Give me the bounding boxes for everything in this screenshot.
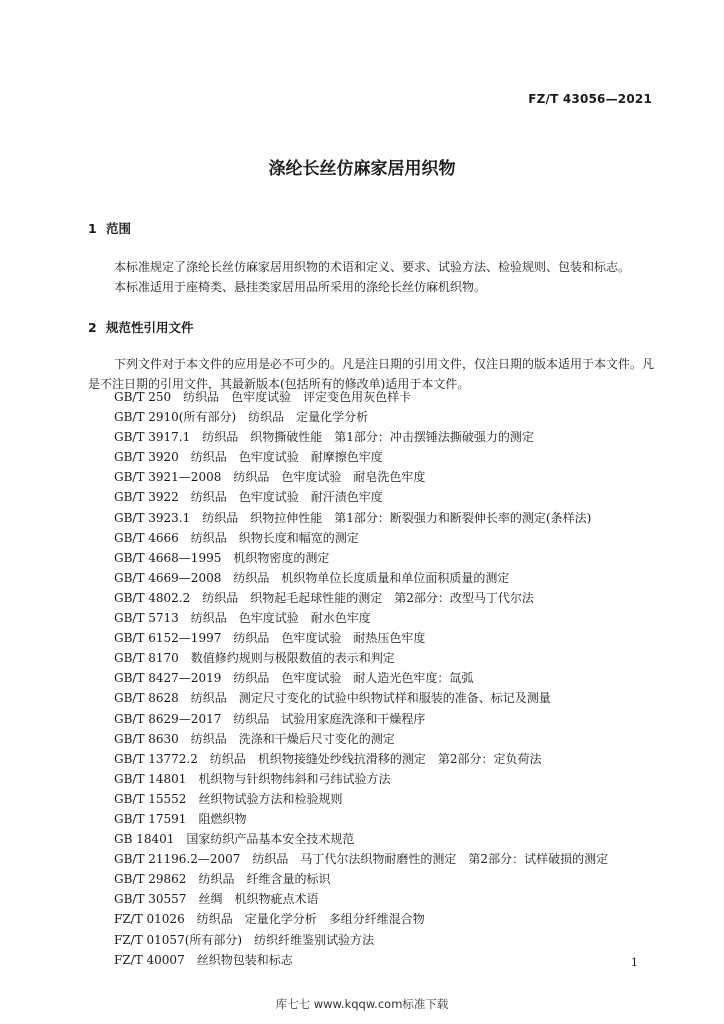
reference-item: GB/T 4666 纺织品 织物长度和幅宽的测定: [114, 530, 359, 545]
reference-item: GB/T 3923.1 纺织品 织物拉伸性能 第1部分：断裂强力和断裂伸长率的测定(条样法): [114, 510, 592, 525]
reference-item: GB/T 14801 机织物与针织物纬斜和弓纬试验方法: [114, 771, 391, 786]
reference-item: GB/T 4668—1995 机织物密度的测定: [114, 550, 330, 565]
reference-item: GB/T 8629—2017 纺织品 试验用家庭洗涤和干燥程序: [114, 711, 426, 726]
reference-item: GB 18401 国家纺织产品基本安全技术规范: [114, 832, 355, 847]
reference-list: [114, 387, 608, 970]
section-number: 2: [88, 320, 97, 335]
intro-paragraph: 下列文件对于本文件的应用是必不可少的。凡是注日期的引用文件，仅注日期的版本适用于本文件。凡是不注日期的引用文件，其最新版本(包括所有的修改单)适用于本文件。: [88, 357, 655, 391]
reference-item: GB/T 4802.2 纺织品 织物起毛起球性能的测定 第2部分：改型马丁代尔法: [114, 590, 534, 605]
reference-item: GB/T 8170 数值修约规则与极限数值的表示和判定: [114, 651, 395, 666]
reference-item: GB/T 3920 纺织品 色牢度试验 耐摩擦色牢度: [114, 450, 383, 465]
section-heading-references: [88, 318, 194, 336]
reference-item: GB/T 13772.2 纺织品 机织物接缝处纱线抗滑移的测定 第2部分：定负荷法: [114, 751, 542, 766]
reference-item: GB/T 4669—2008 纺织品 机织物单位长度质量和单位面积质量的测定: [114, 570, 510, 585]
document-title: 涤纶长丝仿麻家居用织物: [268, 159, 456, 179]
reference-item: GB/T 3921—2008 纺织品 色牢度试验 耐皂洗色牢度: [114, 470, 426, 485]
section-number: 1: [88, 221, 97, 236]
page-number: 1: [631, 956, 638, 969]
reference-item: GB/T 29862 纺织品 纤维含量的标识: [114, 872, 331, 887]
reference-item: GB/T 3917.1 纺织品 织物撕破性能 第1部分：冲击摆锤法撕破强力的测定: [114, 430, 534, 445]
reference-item: GB/T 6152—1997 纺织品 色牢度试验 耐热压色牢度: [114, 631, 426, 646]
footer-watermark-link[interactable]: 库七七 www.kqqw.com标准下载: [275, 997, 449, 1011]
standard-code: FZ/T 43056—2021: [528, 92, 652, 106]
reference-item: FZ/T 01026 纺织品 定量化学分析 多组分纤维混合物: [114, 912, 425, 927]
scope-paragraph: 本标准适用于座椅类、悬挂类家居用品所采用的涤纶长丝仿麻机织物。: [114, 280, 487, 294]
reference-item: GB/T 17591 阻燃织物: [114, 811, 247, 826]
reference-item: GB/T 30557 丝绸 机织物疵点术语: [114, 892, 319, 907]
reference-item: FZ/T 01057(所有部分) 纺织纤维鉴别试验方法: [114, 932, 375, 947]
reference-item: GB/T 5713 纺织品 色牢度试验 耐水色牢度: [114, 611, 371, 626]
reference-item: GB/T 8427—2019 纺织品 色牢度试验 耐人造光色牢度：氙弧: [114, 671, 474, 686]
reference-item: GB/T 250 纺织品 色牢度试验 评定变色用灰色样卡: [114, 390, 412, 404]
reference-item: FZ/T 40007 丝织物包装和标志: [114, 952, 293, 967]
reference-item: GB/T 8628 纺织品 测定尺寸变化的试验中织物试样和服装的准备、标记及测量: [114, 691, 551, 706]
reference-item: GB/T 8630 纺织品 洗涤和干燥后尺寸变化的测定: [114, 731, 395, 746]
section-heading-scope: [88, 219, 131, 237]
reference-item: GB/T 21196.2—2007 纺织品 马丁代尔法织物耐磨性的测定 第2部分：试样破损的测定: [114, 852, 609, 867]
reference-item: GB/T 15552 丝织物试验方法和检验规则: [114, 791, 343, 806]
scope-paragraphs: [88, 257, 660, 297]
reference-item: GB/T 2910(所有部分) 纺织品 定量化学分析: [114, 410, 369, 425]
reference-item: GB/T 3922 纺织品 色牢度试验 耐汗渍色牢度: [114, 490, 383, 505]
section-title: 规范性引用文件: [106, 320, 194, 335]
section-title: 范围: [106, 221, 132, 236]
scope-paragraph: 本标准规定了涤纶长丝仿麻家居用织物的术语和定义、要求、试验方法、检验规则、包装和标志。: [114, 260, 631, 274]
